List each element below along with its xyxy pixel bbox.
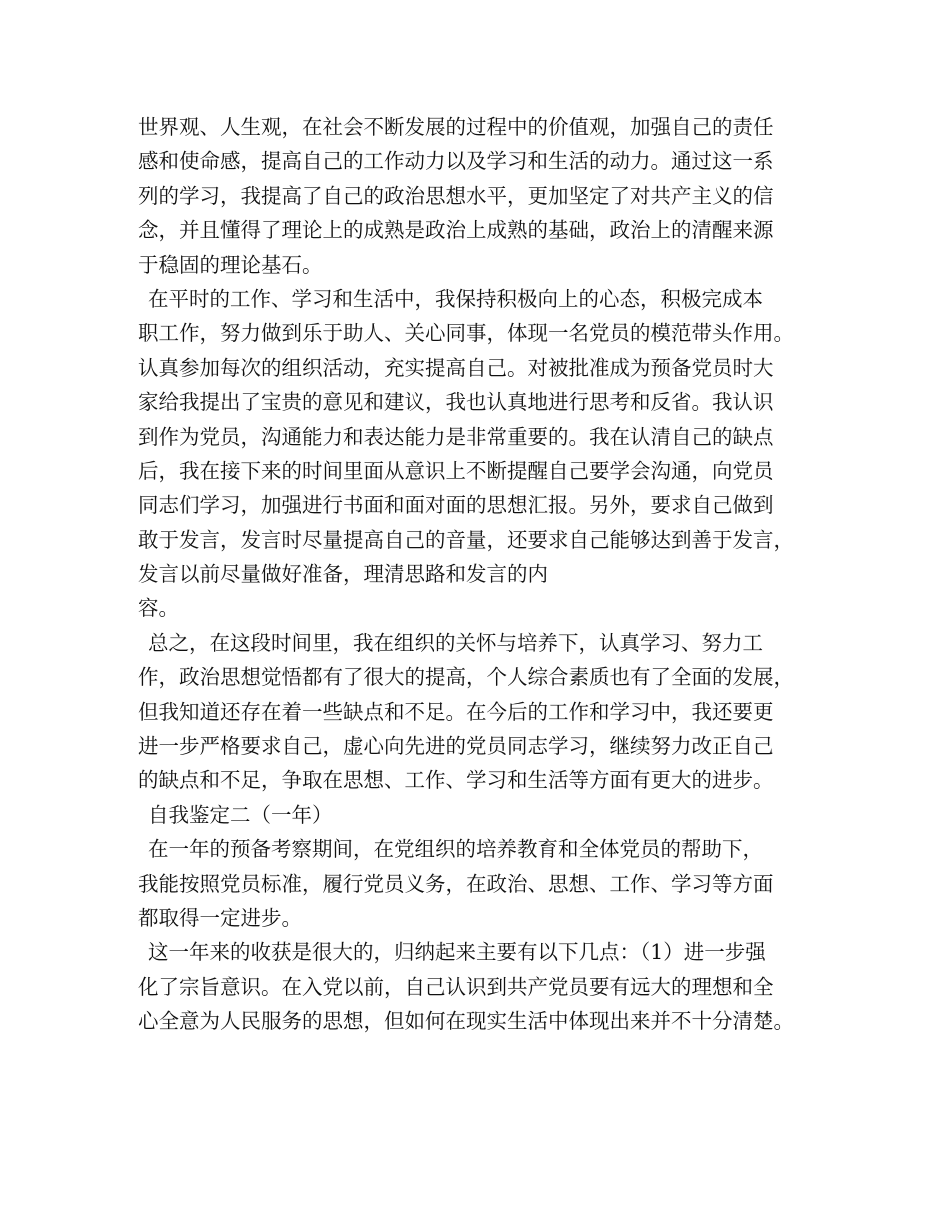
text-line-7: 职工作，努力做到乐于助人、关心同事，体现一名党员的模范带头作用。: [138, 321, 794, 346]
text-line-2: 感和使命感，提高自己的工作动力以及学习和生活的动力。通过这一系: [138, 149, 774, 174]
text-line-9: 家给我提出了宝贵的意见和建议，我也认真地进行思考和反省。我认识: [138, 390, 774, 415]
text-line-12: 同志们学习，加强进行书面和面对面的思想汇报。另外，要求自己做到: [138, 493, 774, 518]
text-line-14: 发言以前尽量做好准备，理清思路和发言的内: [138, 562, 548, 587]
text-line-24: 都取得一定进步。: [138, 905, 302, 930]
text-line-17: 作，政治思想觉悟都有了很大的提高，个人综合素质也有了全面的发展，: [138, 665, 794, 690]
text-line-19: 进一步严格要求自己，虚心向先进的党员同志学习，继续努力改正自己: [138, 734, 774, 759]
document-body: [138, 110, 828, 1039]
text-line-13: 敢于发言，发言时尽量提高自己的音量，还要求自己能够达到善于发言，: [138, 527, 794, 552]
text-line-5: 于稳固的理论基石。: [138, 252, 323, 277]
section-heading: 自我鉴定二（一年）: [148, 802, 333, 827]
text-line-26: 化了宗旨意识。在入党以前，自己认识到共产党员要有远大的理想和全: [138, 974, 774, 999]
text-line-27: 心全意为人民服务的思想，但如何在现实生活中体现出来并不十分清楚。: [138, 1009, 794, 1034]
text-line-18: 但我知道还存在着一些缺点和不足。在今后的工作和学习中，我还要更: [138, 699, 774, 724]
text-line-16: 总之，在这段时间里，我在组织的关怀与培养下，认真学习、努力工: [148, 630, 763, 655]
text-line-22: 在一年的预备考察期间，在党组织的培养教育和全体党员的帮助下，: [148, 837, 763, 862]
text-line-1: 世界观、人生观，在社会不断发展的过程中的价值观，加强自己的责任: [138, 115, 774, 139]
text-line-20: 的缺点和不足，争取在思想、工作、学习和生活等方面有更大的进步。: [138, 768, 774, 793]
text-line-25: 这一年来的收获是很大的，归纳起来主要有以下几点：（1）进一步强: [148, 940, 766, 965]
text-line-10: 到作为党员，沟通能力和表达能力是非常重要的。我在认清自己的缺点: [138, 424, 774, 449]
text-line-11: 后，我在接下来的时间里面从意识上不断提醒自己要学会沟通，向党员: [138, 458, 774, 483]
text-line-3: 列的学习，我提高了自己的政治思想水平，更加坚定了对共产主义的信: [138, 183, 774, 208]
text-line-6: 在平时的工作、学习和生活中，我保持积极向上的心态，积极完成本: [148, 286, 763, 311]
text-line-15: 容。: [138, 596, 179, 621]
text-line-23: 我能按照党员标准，履行党员义务，在政治、思想、工作、学习等方面: [138, 871, 774, 896]
text-line-8: 认真参加每次的组织活动，充实提高自己。对被批准成为预备党员时大: [138, 355, 774, 380]
text-line-4: 念，并且懂得了理论上的成熟是政治上成熟的基础，政治上的清醒来源: [138, 218, 774, 243]
